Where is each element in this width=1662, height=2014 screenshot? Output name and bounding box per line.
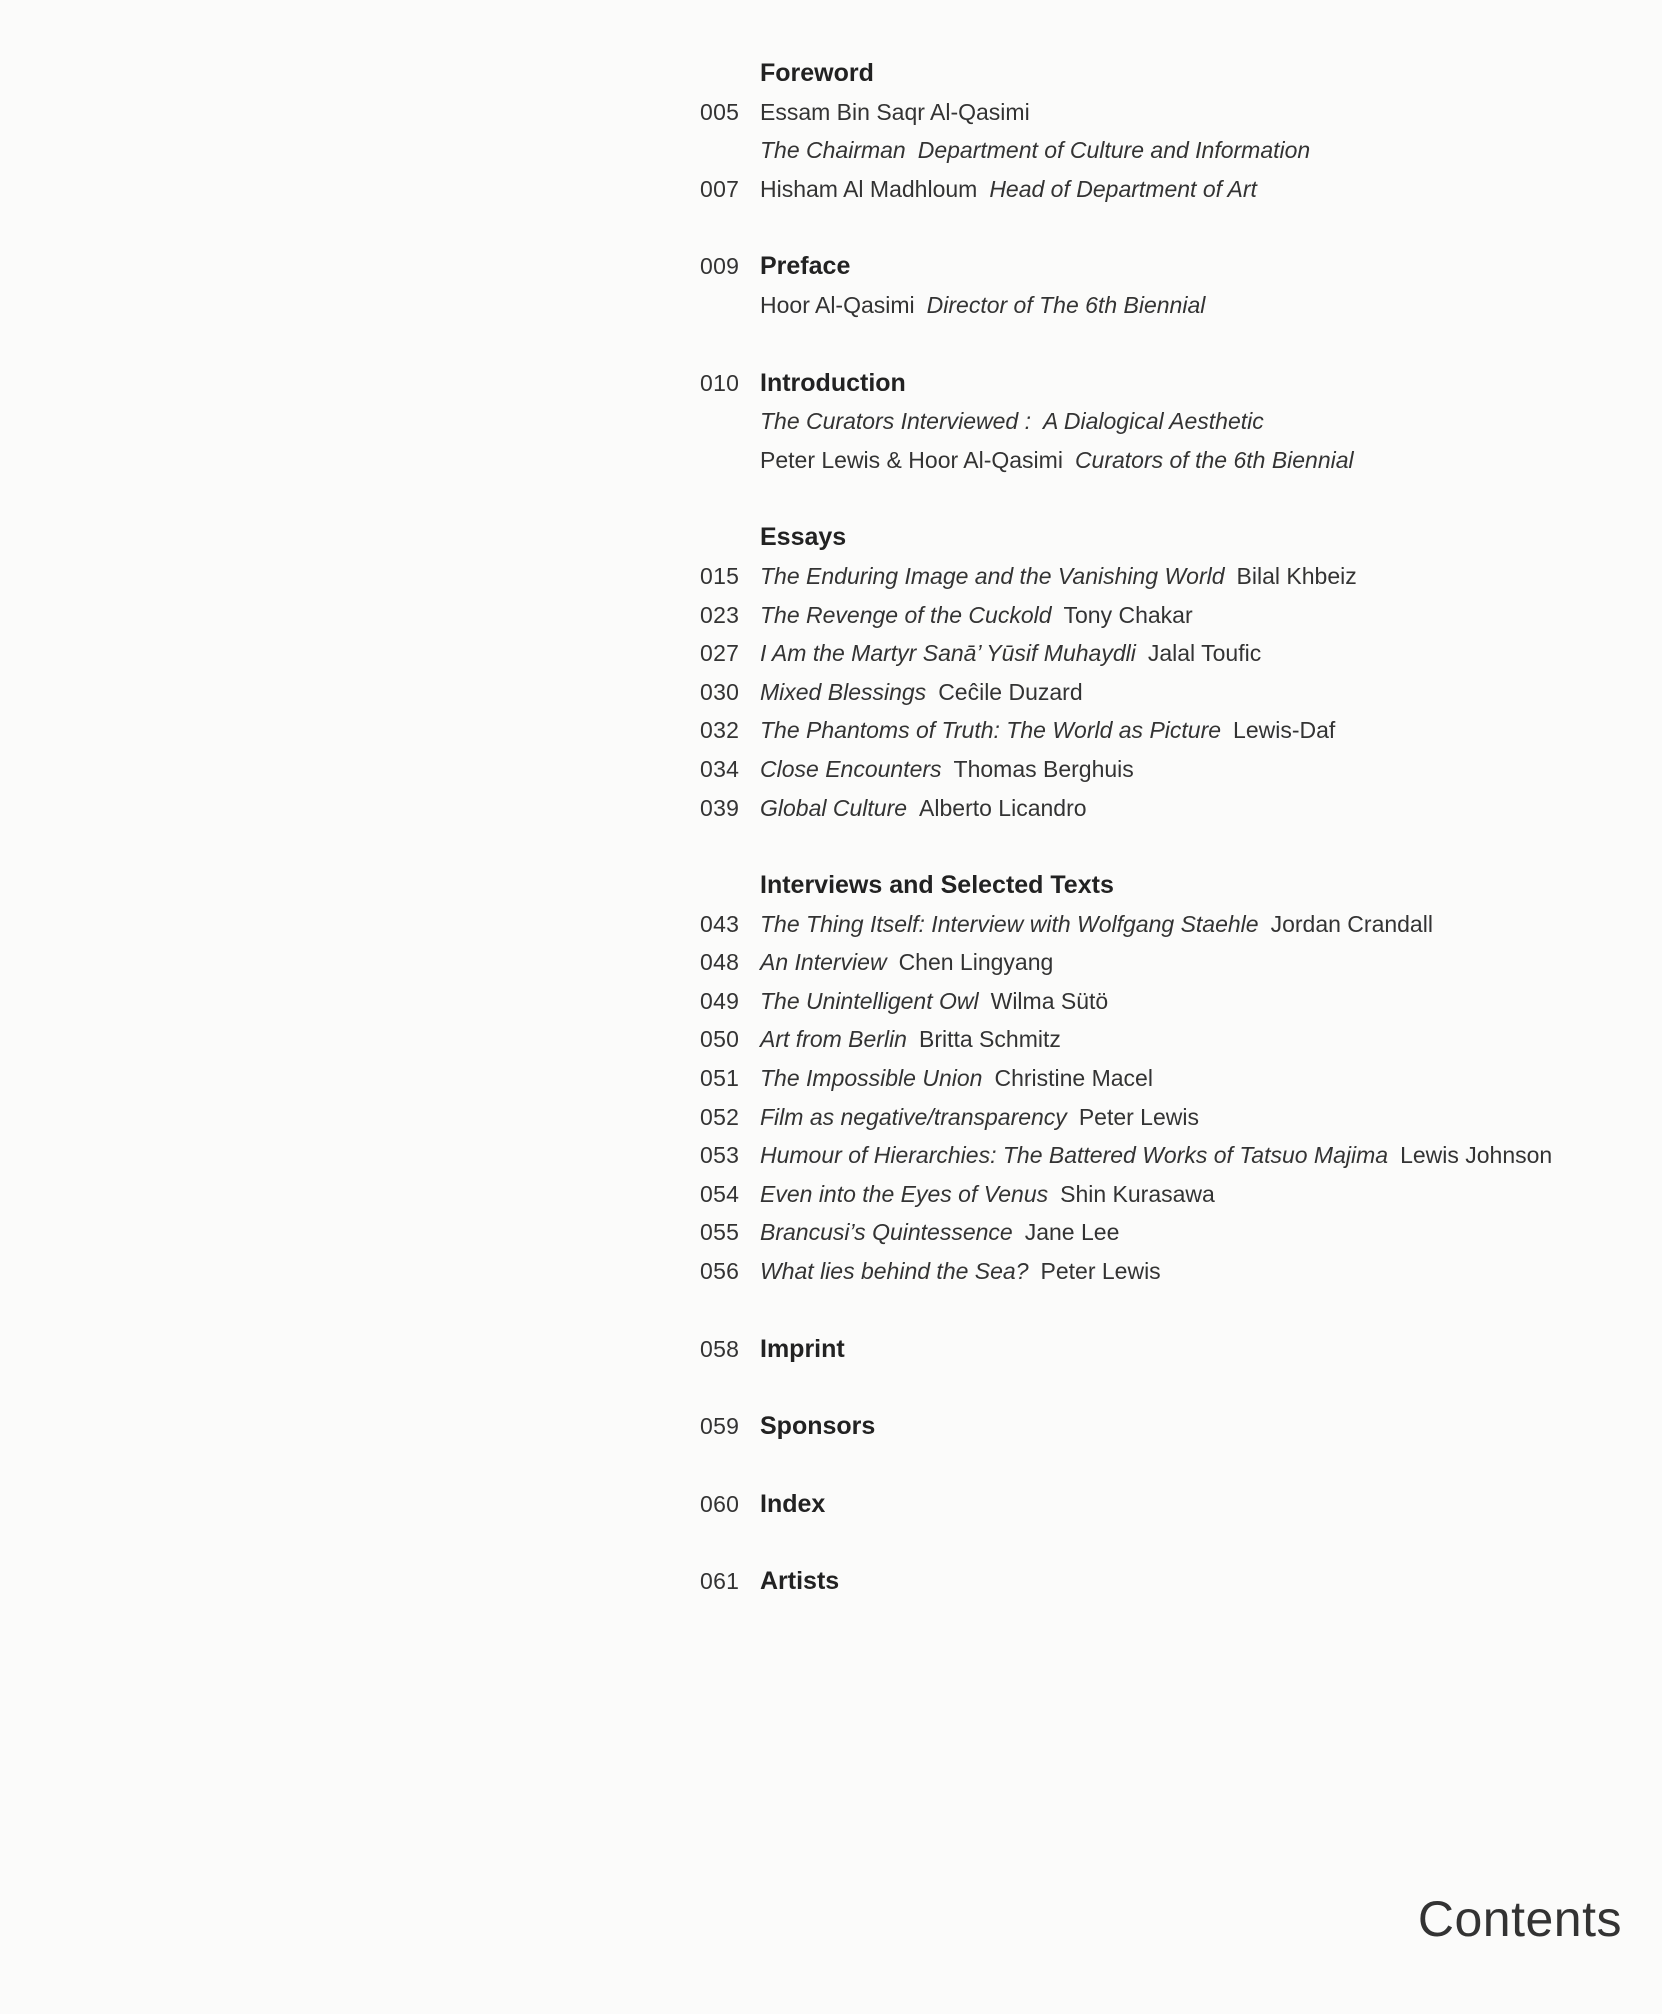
toc-entry bbox=[700, 1020, 1640, 1059]
entry-title: Humour of Hierarchies: The Battered Works of Tatsuo Majima bbox=[760, 1142, 1389, 1169]
toc-heading-row bbox=[700, 1407, 1640, 1446]
page-number: 048 bbox=[700, 949, 740, 976]
section-heading: Preface bbox=[760, 252, 851, 281]
toc-section bbox=[700, 364, 1640, 480]
toc-entry bbox=[700, 905, 1640, 944]
page-number: 032 bbox=[700, 717, 740, 744]
page-number: 059 bbox=[700, 1413, 740, 1440]
toc-heading-row bbox=[700, 247, 1640, 286]
page-number: 015 bbox=[700, 562, 740, 589]
toc-heading-row bbox=[700, 518, 1640, 557]
entry-title: Director of The 6th Biennial bbox=[926, 291, 1206, 318]
toc-entry bbox=[700, 943, 1640, 982]
toc-entry bbox=[700, 286, 1640, 325]
entry-title: Film as negative/transparency bbox=[760, 1103, 1067, 1130]
entry-title: Close Encounters bbox=[760, 755, 942, 782]
toc-heading-row bbox=[700, 364, 1640, 403]
entry-author: Peter Lewis & Hoor Al-Qasimi bbox=[760, 446, 1063, 473]
toc-section bbox=[700, 866, 1640, 1291]
page-number: 034 bbox=[700, 755, 740, 782]
page-number: 049 bbox=[700, 987, 740, 1014]
page-number: 043 bbox=[700, 910, 740, 937]
toc-entry bbox=[700, 93, 1640, 132]
entry-author: Hoor Al-Qasimi bbox=[760, 291, 915, 318]
entry-author: Shin Kurasawa bbox=[1060, 1180, 1215, 1207]
section-heading: Essays bbox=[760, 523, 847, 552]
entry-title: An Interview bbox=[760, 949, 887, 976]
toc-section bbox=[700, 1485, 1640, 1524]
page-number: 027 bbox=[700, 640, 740, 667]
entry-title: Art from Berlin bbox=[760, 1026, 907, 1053]
entry-title: The Curators Interviewed : bbox=[760, 408, 1032, 435]
entry-title: A Dialogical Aesthetic bbox=[1043, 408, 1264, 435]
page-number: 054 bbox=[700, 1180, 740, 1207]
toc-heading-row bbox=[700, 866, 1640, 905]
toc-section bbox=[700, 1330, 1640, 1369]
toc-entry bbox=[700, 557, 1640, 596]
page-title: Contents bbox=[1417, 1891, 1622, 1947]
page-number: 009 bbox=[700, 253, 740, 280]
entry-author: Essam Bin Saqr Al-Qasimi bbox=[760, 98, 1030, 125]
page-number: 010 bbox=[700, 369, 740, 396]
toc-entry bbox=[700, 634, 1640, 673]
entry-author: Chen Lingyang bbox=[898, 949, 1054, 976]
entry-author: Lewis Johnson bbox=[1400, 1142, 1553, 1169]
section-heading: Index bbox=[760, 1489, 826, 1518]
toc-entry bbox=[700, 750, 1640, 789]
entry-title: Brancusi’s Quintessence bbox=[760, 1219, 1013, 1246]
entry-title: I Am the Martyr Sanā’ Yūsif Muhaydli bbox=[760, 640, 1136, 667]
entry-title: Even into the Eyes of Venus bbox=[760, 1180, 1049, 1207]
section-heading: Artists bbox=[760, 1567, 840, 1596]
toc-section bbox=[700, 1562, 1640, 1601]
page-number: 055 bbox=[700, 1219, 740, 1246]
page-number: 039 bbox=[700, 794, 740, 821]
toc-entry bbox=[700, 441, 1640, 480]
page-number: 058 bbox=[700, 1335, 740, 1362]
toc-section bbox=[700, 247, 1640, 324]
page-number: 023 bbox=[700, 601, 740, 628]
entry-title: The Thing Itself: Interview with Wolfgang Staehle bbox=[760, 910, 1259, 937]
entry-title: The Impossible Union bbox=[760, 1065, 983, 1092]
toc-entry bbox=[700, 982, 1640, 1021]
entry-author: Peter Lewis bbox=[1078, 1103, 1199, 1130]
entry-author: Britta Schmitz bbox=[918, 1026, 1061, 1053]
toc-entry bbox=[700, 1175, 1640, 1214]
page-number: 061 bbox=[700, 1568, 740, 1595]
entry-title: Curators of the 6th Biennial bbox=[1074, 446, 1354, 473]
entry-title: The Enduring Image and the Vanishing World bbox=[760, 562, 1225, 589]
section-heading: Imprint bbox=[760, 1334, 845, 1363]
section-heading: Interviews and Selected Texts bbox=[760, 871, 1114, 900]
entry-author: Lewis-Daf bbox=[1233, 717, 1336, 744]
toc-entry bbox=[700, 1098, 1640, 1137]
entry-author: Bilal Khbeiz bbox=[1236, 562, 1357, 589]
entry-author: Jane Lee bbox=[1024, 1219, 1120, 1246]
page-number: 051 bbox=[700, 1065, 740, 1092]
page-number: 052 bbox=[700, 1103, 740, 1130]
page-number: 053 bbox=[700, 1142, 740, 1169]
toc-entry bbox=[700, 170, 1640, 209]
entry-author: Jordan Crandall bbox=[1270, 910, 1433, 937]
toc-entry bbox=[700, 789, 1640, 828]
toc-entry bbox=[700, 402, 1640, 441]
page-number: 005 bbox=[700, 98, 740, 125]
toc-entry bbox=[700, 596, 1640, 635]
page-number: 030 bbox=[700, 678, 740, 705]
toc-entry bbox=[700, 1059, 1640, 1098]
toc-entry bbox=[700, 131, 1640, 170]
toc-entry bbox=[700, 1136, 1640, 1175]
section-heading: Foreword bbox=[760, 59, 874, 87]
entry-author: Alberto Licandro bbox=[919, 794, 1087, 821]
section-heading: Introduction bbox=[760, 368, 906, 397]
page-number: 007 bbox=[700, 175, 740, 202]
toc-heading-row bbox=[700, 54, 1640, 93]
toc-section bbox=[700, 1407, 1640, 1446]
page-number: 056 bbox=[700, 1258, 740, 1285]
entry-title: The Unintelligent Owl bbox=[760, 987, 979, 1014]
entry-author: Tony Chakar bbox=[1063, 601, 1193, 628]
entry-title: The Revenge of the Cuckold bbox=[760, 601, 1052, 628]
entry-title: Mixed Blessings bbox=[760, 678, 927, 705]
toc-entry bbox=[700, 673, 1640, 712]
entry-title: The Phantoms of Truth: The World as Picture bbox=[760, 717, 1222, 744]
entry-author: Hisham Al Madhloum bbox=[760, 175, 978, 202]
toc-entry bbox=[700, 1213, 1640, 1252]
page-number: 050 bbox=[700, 1026, 740, 1053]
toc-heading-row bbox=[700, 1485, 1640, 1524]
entry-title: Department of Culture and Information bbox=[917, 137, 1311, 164]
toc-heading-row bbox=[700, 1330, 1640, 1369]
table-of-contents bbox=[700, 54, 1640, 1640]
toc-heading-row bbox=[700, 1562, 1640, 1601]
toc-section bbox=[700, 54, 1640, 208]
entry-title: What lies behind the Sea? bbox=[760, 1258, 1029, 1285]
toc-entry bbox=[700, 1252, 1640, 1291]
entry-author: Jalal Toufic bbox=[1147, 640, 1262, 667]
entry-title: Global Culture bbox=[760, 794, 908, 821]
entry-title: Head of Department of Art bbox=[989, 175, 1257, 202]
section-heading: Sponsors bbox=[760, 1412, 876, 1441]
toc-entry bbox=[700, 711, 1640, 750]
entry-author: Peter Lewis bbox=[1040, 1258, 1161, 1285]
entry-title: The Chairman bbox=[760, 137, 906, 164]
entry-author: Christine Macel bbox=[994, 1065, 1153, 1092]
entry-author: Ceĉile Duzard bbox=[938, 678, 1083, 705]
entry-author: Thomas Berghuis bbox=[953, 755, 1134, 782]
toc-section bbox=[700, 518, 1640, 827]
page-number: 060 bbox=[700, 1490, 740, 1517]
entry-author: Wilma Sütö bbox=[990, 987, 1109, 1014]
